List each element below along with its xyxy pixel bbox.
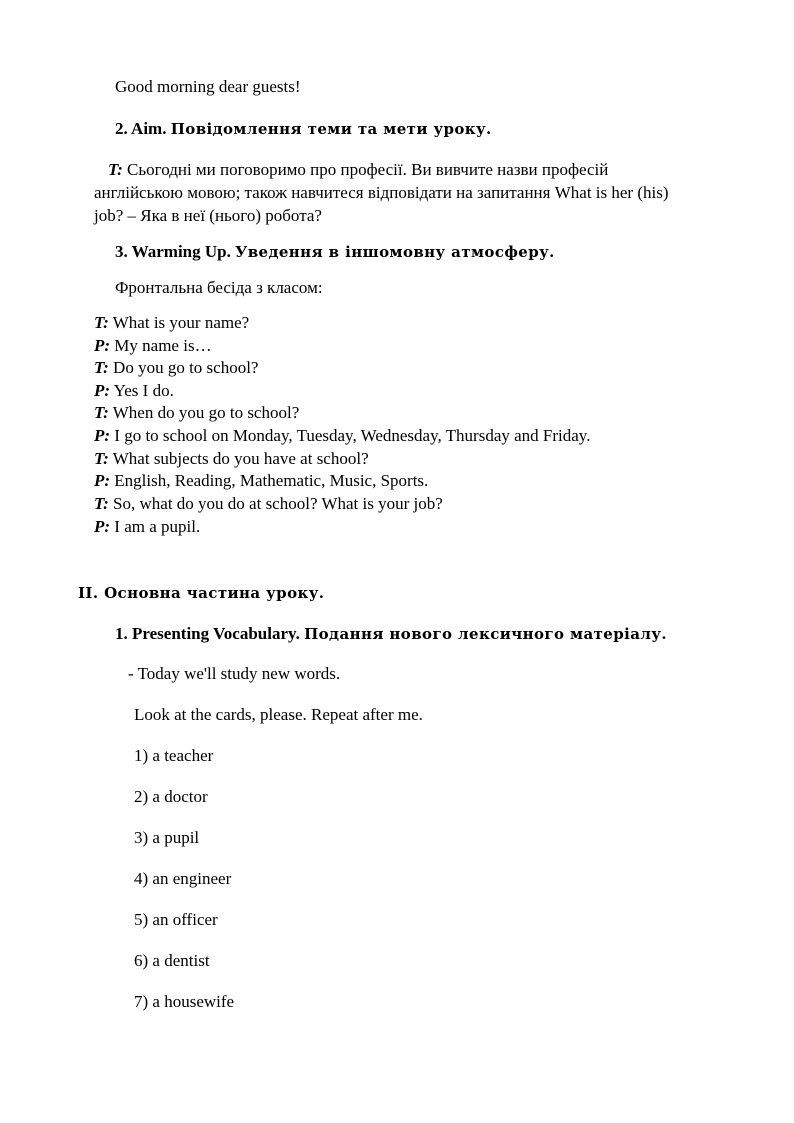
dialogue-line	[94, 470, 428, 492]
line-text: When do you go to school?	[112, 403, 300, 422]
line-text: So, what do you do at school? What is your job?	[113, 494, 443, 513]
speaker: P:	[94, 471, 111, 490]
list-item: 1) a teacher	[134, 746, 214, 765]
aim-title: Повідомлення теми та мети уроку.	[170, 120, 492, 138]
aim-text-1: Сьогодні ми поговоримо про професії. Ви вивчите назви професій	[127, 160, 609, 179]
list-item: 5) an officer	[134, 910, 218, 929]
line-text: What is your name?	[112, 313, 250, 332]
line-text: English, Reading, Mathematic, Music, Sports.	[114, 471, 429, 490]
dialogue-line	[94, 402, 299, 424]
speaker: T:	[94, 313, 109, 332]
aim-heading	[115, 118, 492, 140]
list-item: 2) a doctor	[134, 787, 208, 806]
speaker: P:	[94, 381, 111, 400]
speaker: T:	[94, 403, 109, 422]
speaker: T:	[94, 358, 109, 377]
vocab-line-2: Look at the cards, please. Repeat after me.	[134, 705, 423, 724]
speaker: P:	[94, 426, 111, 445]
dialogue-line	[94, 380, 174, 402]
aim-paragraph-line-1	[108, 159, 608, 181]
warming-title: Уведення в іншомовну атмосферу.	[235, 243, 555, 261]
warming-intro: Фронтальна бесіда з класом:	[115, 278, 323, 297]
aim-number: 2. Aim.	[115, 119, 167, 138]
greeting: Good morning dear guests!	[115, 77, 301, 96]
list-item: 3) a pupil	[134, 828, 200, 847]
vocab-line-1: - Today we'll study new words.	[128, 664, 341, 683]
dialogue-line	[94, 425, 590, 447]
speaker: T:	[94, 494, 109, 513]
aim-paragraph-line-2: англійською мовою; також навчитеся відповідати на запитання What is her (his)	[94, 183, 669, 202]
speaker: P:	[94, 517, 111, 536]
warming-number: 3. Warming Up.	[115, 242, 231, 261]
dialogue-line	[94, 312, 249, 334]
vocab-number: 1. Presenting Vocabulary.	[115, 624, 300, 643]
line-text: Yes I do.	[113, 381, 174, 400]
vocab-heading	[115, 623, 667, 645]
line-text: I go to school on Monday, Tuesday, Wednesday, Thursday and Friday.	[114, 426, 591, 445]
dialogue-line	[94, 516, 200, 538]
dialogue-line	[94, 448, 369, 470]
speaker: P:	[94, 336, 111, 355]
list-item: 4) an engineer	[134, 869, 232, 888]
line-text: What subjects do you have at school?	[112, 449, 369, 468]
speaker: T:	[94, 449, 109, 468]
line-text: Do you go to school?	[113, 358, 259, 377]
warming-heading	[115, 241, 555, 263]
list-item: 6) a dentist	[134, 951, 210, 970]
list-item: 7) a housewife	[134, 992, 235, 1011]
dialogue-line	[94, 335, 212, 357]
aim-paragraph-line-3: job? – Яка в неї (нього) робота?	[94, 206, 322, 225]
dialogue-line	[94, 493, 443, 515]
section-heading-main: II. Основна частина уроку.	[78, 584, 325, 602]
aim-speaker: T:	[108, 160, 123, 179]
line-text: My name is…	[114, 336, 212, 355]
vocab-title: Подання нового лексичного матеріалу.	[304, 625, 667, 643]
line-text: I am a pupil.	[114, 517, 201, 536]
dialogue-line	[94, 357, 258, 379]
